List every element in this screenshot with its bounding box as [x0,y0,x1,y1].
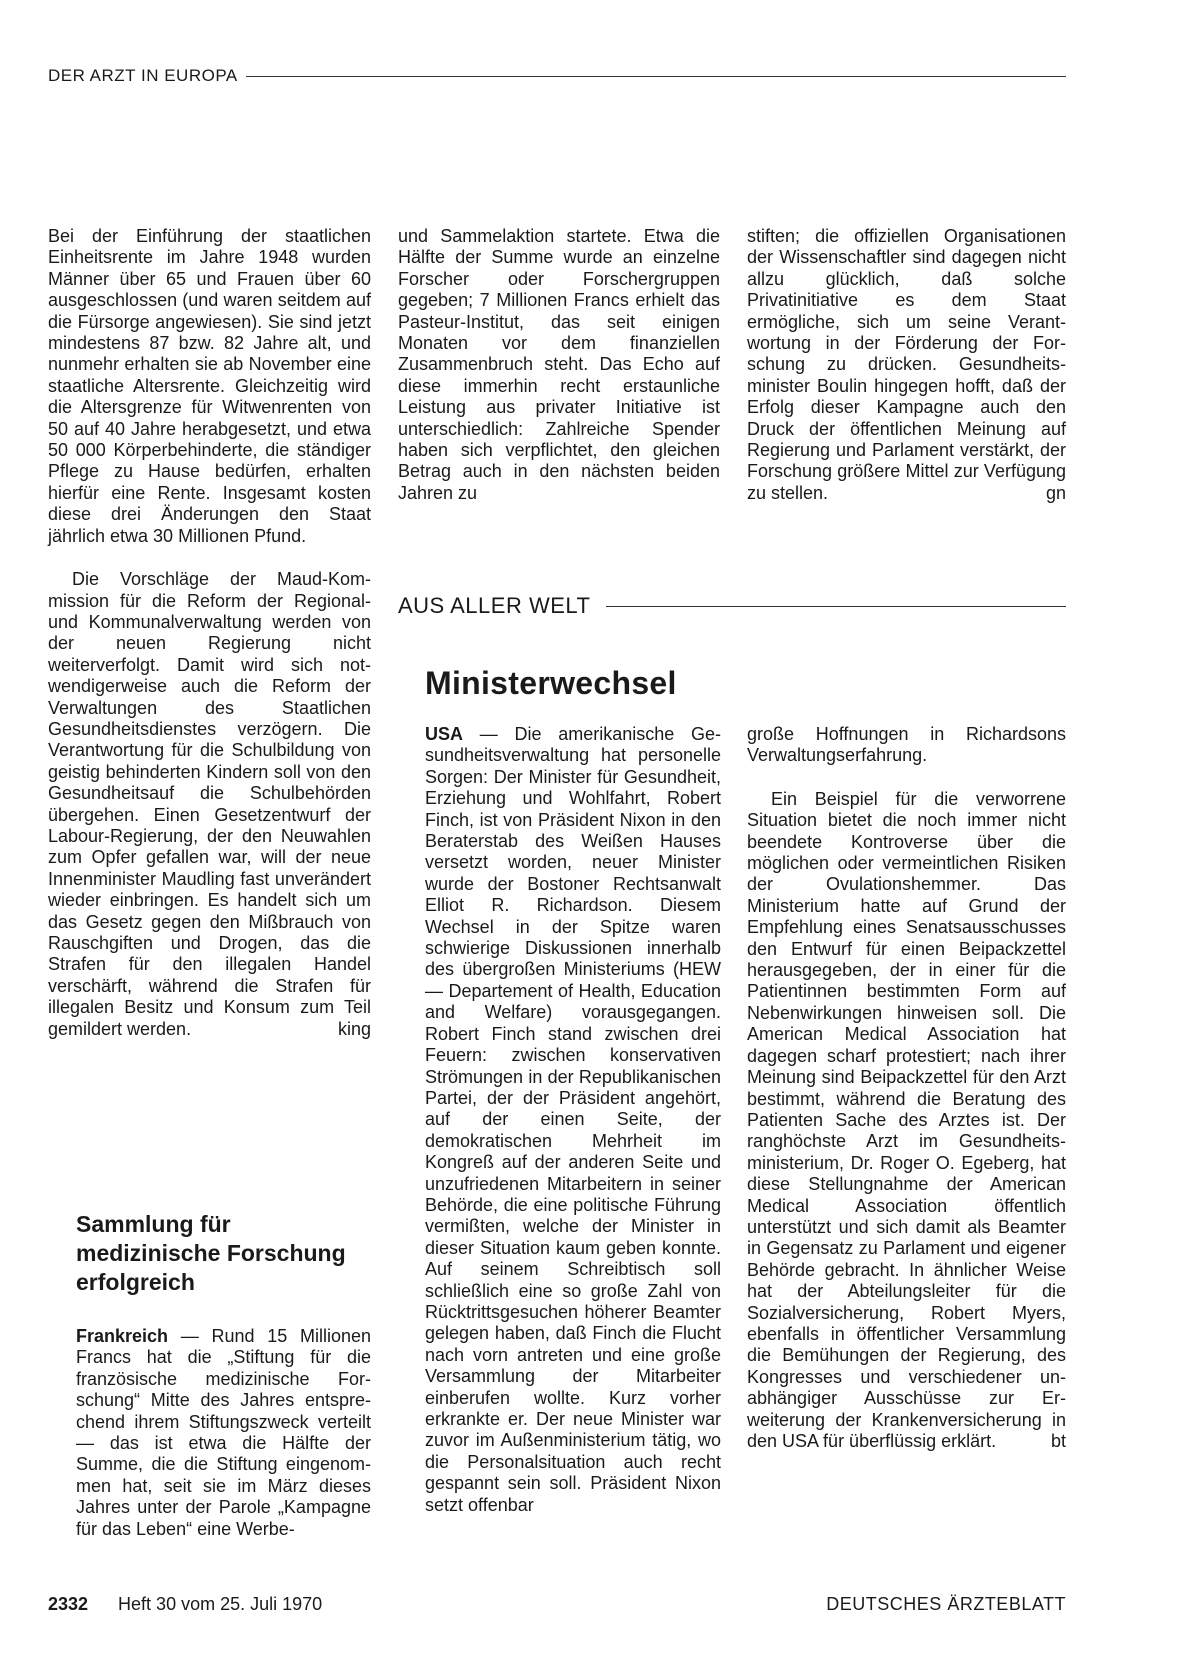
usa-col2-paragraph-2 [747,789,1066,1453]
usa-signature: bt [1050,1431,1066,1451]
france-article-column-1 [76,1326,371,1540]
section-title: DER ARZT IN EUROPA [48,66,238,85]
france-lead: Frankreich [76,1326,169,1346]
france-article-heading: Sammlung für medizinische Forschung erfolgreich [76,1211,346,1295]
france-article-column-3 [747,226,1066,504]
usa-lead: USA [425,724,464,744]
france-paragraph-1 [76,1326,371,1540]
page-footer [48,1592,1066,1616]
usa-article-column-1 [425,724,721,1516]
uk-signature: king [337,1018,371,1039]
france-article-column-2 [398,226,720,504]
usa-col1-text: — Die amerikanische Gesundheitsverwaltung hat personelle Sorgen: Der Minister für Gesundheit, Erziehung und Wohlfahrt, Robert Finch, ist von Präsident Nixon in den Beraterstab des Weißen Hauses versetzt worden, neuer Minister wurde der Bostoner Rechtsanwalt Elliot R. Richardson. Diesem Wechsel in der Spitze waren schwierige Diskussionen innerhalb des übergroßen Ministeriums (HEW — Departement of Health, Education and Welfare) vorausgegangen. Robert Finch stand zwischen drei Feuern: zwischen konservativen Strömungen in der Republikanischen Partei, der der Präsident angehört, auf der einen Seite, der demokratischen Mehrheit im Kongreß auf der anderen Seite und unzufriedenen Mitarbeitern in seiner Behörde, die eine politische Führung vermißten, welche der Minister in dieser Situation kaum geben konnte. Auf seinem Schreibtisch soll schließlich eine so große Zahl von Rücktrittsgesuchen höherer Beamter gelegen haben, daß Finch die Flucht nach vorn antreten und eine große Versammlung der Mitarbeiter einberufen wollte. Kurz vorher erkrankte er. Der neue Minister war zuvor im Außenministerium tätig, wo die Personalsituation auch recht gespannt sein soll. Präsident Nixon setzt offenbar [425,724,721,1515]
usa-col2-paragraph-1: große Hoffnungen in Richardsons Verwaltungserfahrung. [747,724,1066,766]
france-col3-paragraph [747,226,1066,504]
usa-paragraph-1 [425,724,721,1516]
france-signature: gn [1045,482,1066,503]
france-col2-text: und Sammelaktion startete. Etwa die Hälfte der Summe wurde an einzelne Forscher oder Forschergruppen gegeben; 7 Millionen Francs erhielt das Pasteur-Institut, das seit einigen Monaten vor dem finanziellen Zusammenbruch steht. Das Echo auf diese immerhin recht erstaunliche Leistung aus privater Initiative ist unterschiedlich: Zahlreiche Spender haben sich verpflichtet, den gleichen Betrag auch in den nächsten beiden Jahren zu [398,226,720,503]
section-header-aus-aller-welt [398,592,1066,620]
section-title-2: AUS ALLER WELT [398,593,591,618]
france-col1-text: — Rund 15 Millionen Francs hat die „Stiftung für die französische medizinische Forschung“ Mitte des Jahres entsprechend ihrem Stiftungszweck verteilt — das ist etwa die Hälfte der Summe, die die Stiftung eingenommen hat, seit sie im März dieses Jahres unter der Parole „Kampagne für das Leben“ eine Werbe- [76,1326,371,1539]
france-col3-text: stiften; die offiziellen Organisationen der Wissenschaftler sind dagegen nicht allzu glücklich, daß solche Privatinitiative es dem Staat ermögliche, sich um seine Verantwortung in der Förderung der Forschung zu drücken. Gesundheitsminister Boulin hingegen hofft, daß der Erfolg dieser Kampagne auch den Druck der öffentlichen Meinung auf Regierung und Parlament verstärkt, der Forschung größere Mittel zur Verfügung zu stellen. [747,226,1066,503]
page-header [48,64,1066,88]
uk-article-column [48,226,371,1040]
uk-paragraph-2-text: Die Vorschläge der Maud-Kommission für die Reform der Regional- und Kommunalverwaltung werden von der neuen Regierung nicht weiterverfolgt. Damit wird sich notwendigerweise auch die Reform der Verwaltungen des Staatlichen Gesundheitsdienstes verzögern. Die Verantwortung für die Schulbildung von geistig behinderten Kindern soll von den Gesundheitsauf die Schulbehörden übergehen. Einen Gesetzentwurf der Labour-Regierung, der den Neuwahlen zum Opfer gefallen war, will der neue Innenminister Maudling fast unverändert wieder einbringen. Es handelt sich um das Gesetz gegen den Mißbrauch von Rauschgiften und Drogen, das die Strafen für den illegalen Handel verschärft, während die Strafen für illegalen Besitz und Konsum zum Teil gemildert werden. [48,569,371,1039]
usa-col2-text: Ein Beispiel für die verworrene Situation bietet die noch immer nicht beendete Kontroverse über die möglichen oder vermeintlichen Risiken der Ovulationshemmer. Das Ministerium hatte auf Grund der Empfehlung eines Senatsausschusses den Entwurf für einen Beipackzettel herausgegeben, der in einer für die Patientinnen bestimmten Form auf Nebenwirkungen hinweisen soll. Die American Medical Association hat dagegen scharf protestiert; nach ihrer Meinung sind Beipackzettel für den Arzt bestimmt, während die Beratung des Patienten Sache des Arztes ist. Der ranghöchste Arzt im Gesundheitsministerium, Dr. Roger O. Egeberg, hat diese Stellungnahme der American Medical Association öffentlich unterstützt und sich damit als Beamter in Gegensatz zu Parlament und eigener Behörde gebracht. In ähnlicher Weise hat der Abteilungsleiter für die Sozialversicherung, Robert Myers, ebenfalls in öffentlicher Versammlung die Bemühungen der Regierung, des Kongresses und verschiedener unabhängiger Ausschüsse zur Erweiterung der Krankenversicherung in den USA für überflüssig erklärt. [747,788,1066,1451]
issue-info: Heft 30 vom 25. Juli 1970 [118,1593,323,1614]
usa-article-column-2 [747,724,1066,1452]
page-number: 2332 [48,1593,89,1614]
section-rule [606,606,1066,607]
uk-paragraph-2 [48,569,371,1040]
usa-article-heading: Ministerwechsel [425,665,677,701]
header-rule [246,76,1066,77]
journal-name: DEUTSCHES ÄRZTEBLATT [826,1593,1066,1614]
uk-paragraph-1: Bei der Einführung der staatlichen Einheitsrente im Jahre 1948 wurden Männer über 65 und Frauen über 60 ausgeschlossen (und waren seitdem auf die Fürsorge angewiesen). Sie sind jetzt mindestens 87 bzw. 82 Jahre alt, und nunmehr erhalten sie ab November eine staatliche Altersrente. Gleichzeitig wird die Altersgrenze für Witwenrenten von 50 auf 40 Jahre herabgesetzt, und etwa 50 000 Körperbehinderte, die ständiger Pflege zu Hause bedürfen, erhalten hierfür eine Rente. Insgesamt kosten diese drei Änderungen den Staat jährlich etwa 30 Millionen Pfund. [48,226,371,546]
